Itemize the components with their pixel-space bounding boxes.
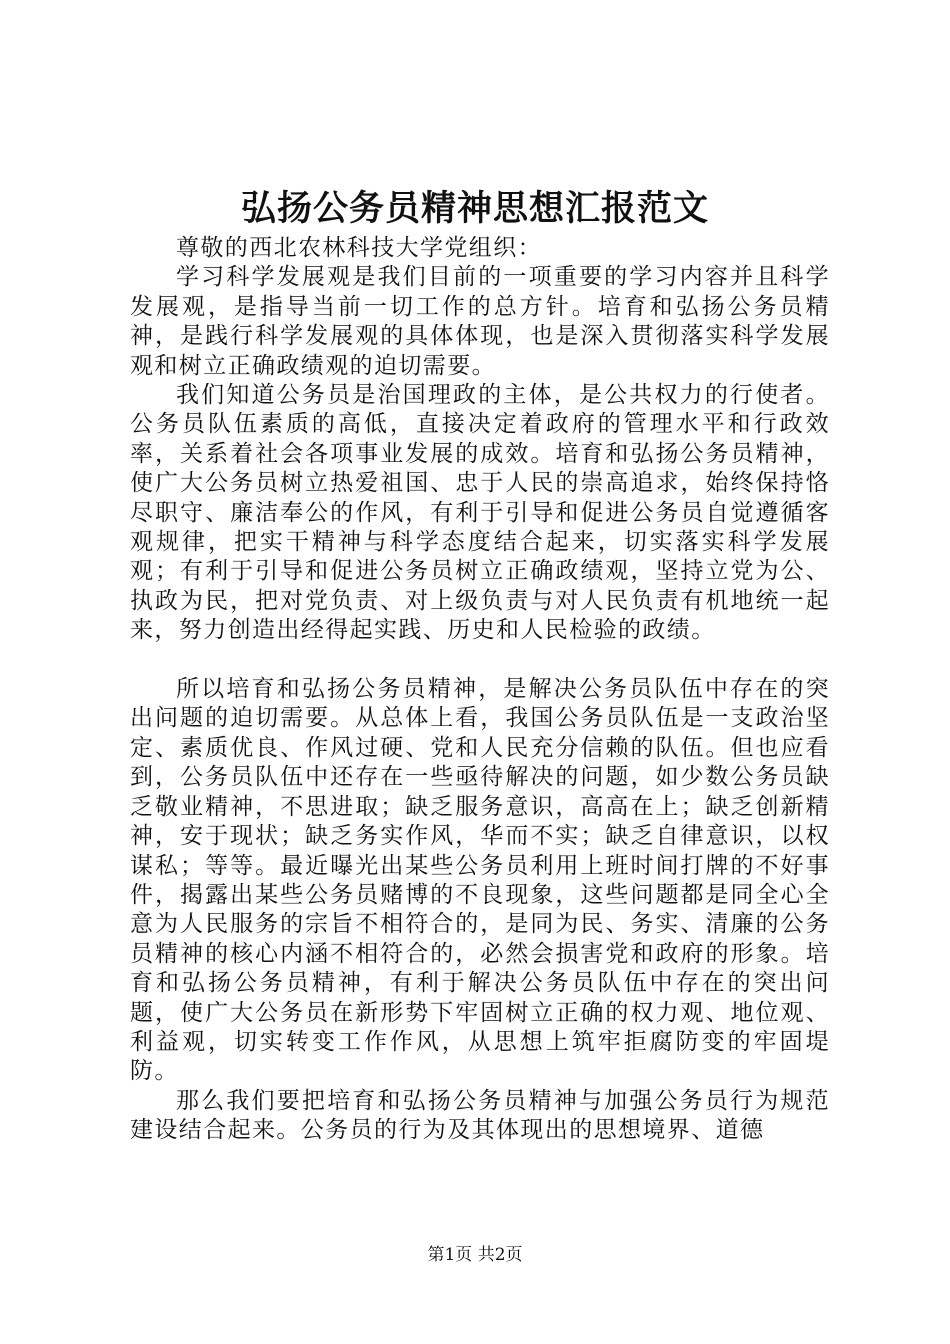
salutation: 尊敬的西北农林科技大学党组织： [176, 235, 542, 261]
document-body [130, 234, 830, 1146]
page-number-footer: 第1页 共2页 [427, 1245, 523, 1265]
paragraph: 学习科学发展观是我们目前的一项重要的学习内容并且科学发展观，是指导当前一切工作的总方针。培育和弘扬公务员精神，是践行科学发展观的具体体现，也是深入贯彻落实科学发展观和树立正确政绩观的迫切需要。 [130, 264, 830, 379]
paragraph: 那么我们要把培育和弘扬公务员精神与加强公务员行为规范建设结合起来。公务员的行为及其体现出的思想境界、道德 [130, 1087, 830, 1144]
document-title: 弘扬公务员精神思想汇报范文 [240, 188, 709, 229]
paragraph: 我们知道公务员是治国理政的主体，是公共权力的行使者。公务员队伍素质的高低，直接决定着政府的管理水平和行政效率，关系着社会各项事业发展的成效。培育和弘扬公务员精神，使广大公务员树立热爱祖国、忠于人民的崇高追求，始终保持恪尽职守、廉洁奉公的作风，有利于引导和促进公务员自觉遵循客观规律，把实干精神与科学态度结合起来，切实落实科学发展观；有利于引导和促进公务员树立正确政绩观，坚持立党为公、执政为民，把对党负责、对上级负责与对人民负责有机地统一起来，努力创造出经得起实践、历史和人民检验的政绩。 [130, 382, 830, 644]
paragraph: 所以培育和弘扬公务员精神，是解决公务员队伍中存在的突出问题的迫切需要。从总体上看，我国公务员队伍是一支政治坚定、素质优良、作风过硬、党和人民充分信赖的队伍。但也应看到，公务员队伍中还存在一些亟待解决的问题，如少数公务员缺乏敬业精神，不思进取；缺乏服务意识，高高在上；缺乏创新精神，安于现状；缺乏务实作风，华而不实；缺乏自律意识，以权谋私；等等。最近曝光出某些公务员利用上班时间打牌的不好事件，揭露出某些公务员赌博的不良现象，这些问题都是同全心全意为人民服务的宗旨不相符合的，是同为民、务实、清廉的公务员精神的核心内涵不相符合的，必然会损害党和政府的形象。培育和弘扬公务员精神，有利于解决公务员队伍中存在的突出问题，使广大公务员在新形势下牢固树立正确的权力观、地位观、利益观，切实转变工作作风，从思想上筑牢拒腐防变的牢固堤防。 [130, 676, 830, 1085]
